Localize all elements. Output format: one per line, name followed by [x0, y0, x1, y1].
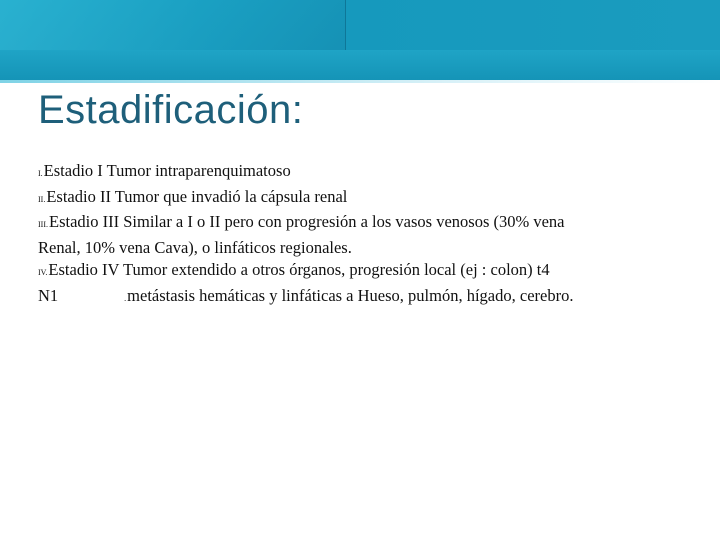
stage-item-3-continuation	[38, 237, 698, 260]
stage-item-4	[38, 259, 698, 285]
header-strip	[0, 50, 720, 80]
stage-text: Estadio III Similar a I o II pero con progresión a los vasos venosos (30% vena	[49, 212, 565, 231]
stage-number: IV.	[38, 268, 48, 277]
stage-text-continuation: metástasis hemáticas y linfáticas a Hueso, pulmón, hígado, cerebro.	[127, 285, 574, 305]
slide-title: Estadificación:	[38, 88, 304, 132]
stage-text: Estadio I Tumor intraparenquimatoso	[43, 161, 291, 180]
stage-text: Estadio II Tumor que invadió la cápsula renal	[46, 186, 348, 206]
header-divider	[0, 80, 720, 83]
stage-item-3	[38, 211, 698, 237]
stage-text: Estadio IV Tumor extendido a otros órganos, progresión local (ej : colon) t4	[48, 260, 550, 279]
stage-item-1	[38, 160, 698, 186]
stage-item-2	[38, 186, 698, 212]
header-tile-right	[345, 0, 720, 50]
stage-list	[38, 160, 698, 310]
stage-continuation-prefix: N1	[38, 285, 59, 305]
header-tile-left	[0, 0, 345, 50]
stage-item-4-continuation	[38, 285, 698, 311]
stage-continuation-dot: .	[124, 293, 127, 303]
stage-number: I.	[38, 169, 43, 178]
stage-number: III.	[38, 220, 48, 229]
stage-number: II.	[38, 194, 46, 204]
stage-text-continuation: Renal, 10% vena Cava), o linfáticos regionales.	[38, 237, 352, 257]
